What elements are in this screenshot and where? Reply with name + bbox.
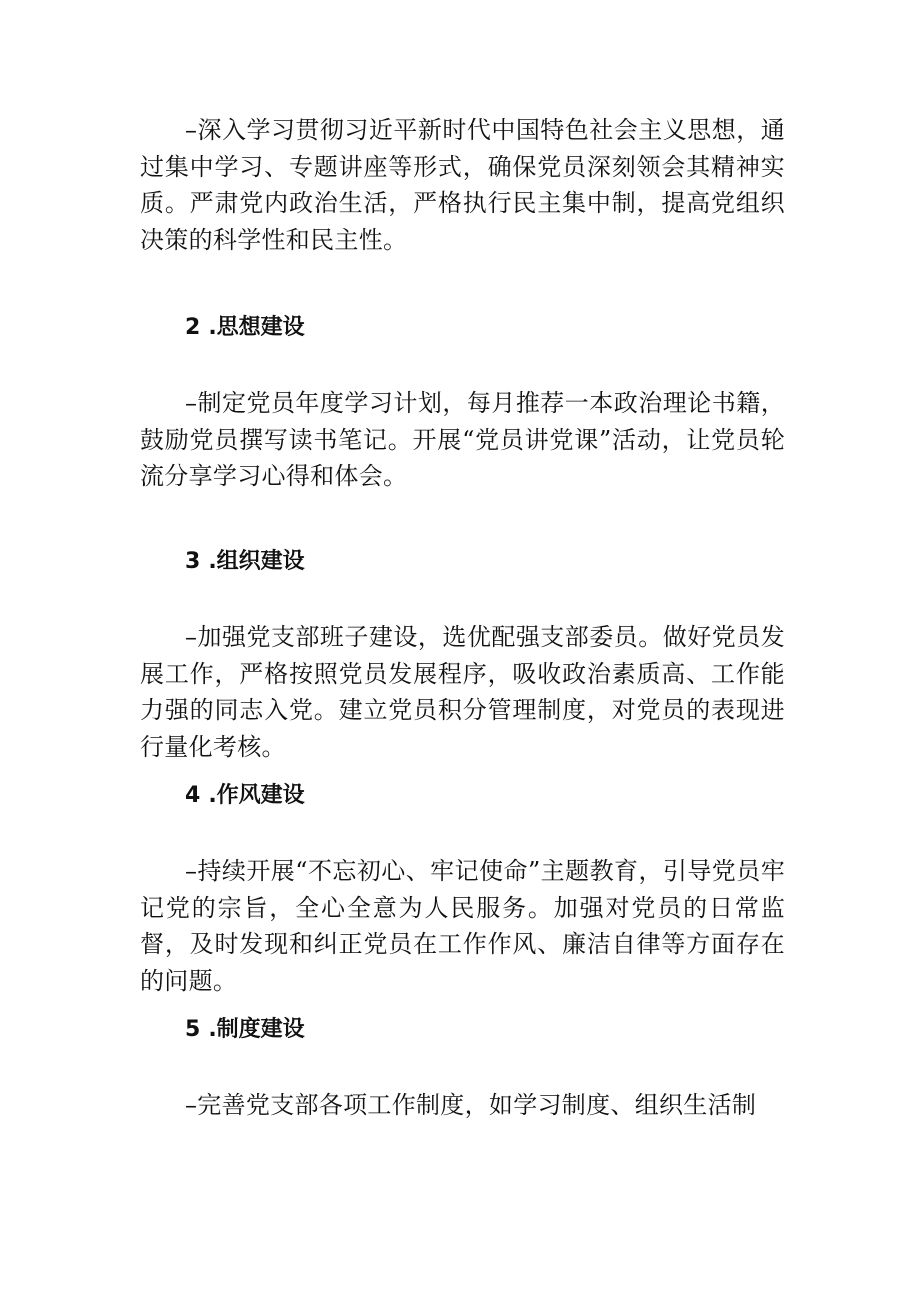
heading-number: 5 <box>185 1017 201 1042</box>
heading-title: .制度建设 <box>208 1017 305 1042</box>
heading-organization <box>185 547 305 577</box>
heading-ideology <box>185 313 305 343</box>
paragraph-ideology: –制定党员年度学习计划，每月推荐一本政治理论书籍，鼓励党员撰写读书笔记。开展“党员讲党课”活动，让党员轮流分享学习心得和体会。 <box>140 389 785 490</box>
heading-title: .思想建设 <box>208 315 305 340</box>
paragraph-work-style: –持续开展“不忘初心、牢记使命”主题教育，引导党员牢记党的宗旨，全心全意为人民服务。加强对党员的日常监督，及时发现和纠正党员在工作作风、廉洁自律等方面存在的问题。 <box>140 857 785 995</box>
paragraph-political: –深入学习贯彻习近平新时代中国特色社会主义思想，通过集中学习、专题讲座等形式，确保党员深刻领会其精神实质。严肃党内政治生活，严格执行民主集中制，提高党组织决策的科学性和民主性。 <box>140 116 785 254</box>
heading-title: .组织建设 <box>208 549 305 574</box>
heading-title: .作风建设 <box>208 783 305 808</box>
heading-system <box>185 1015 305 1045</box>
heading-number: 2 <box>185 315 201 340</box>
heading-work-style <box>185 781 305 811</box>
heading-number: 4 <box>185 783 201 808</box>
paragraph-system: –完善党支部各项工作制度，如学习制度、组织生活制 <box>185 1091 757 1119</box>
heading-number: 3 <box>185 549 201 574</box>
paragraph-organization: –加强党支部班子建设，选优配强支部委员。做好党员发展工作，严格按照党员发展程序，吸收政治素质高、工作能力强的同志入党。建立党员积分管理制度，对党员的表现进行量化考核。 <box>140 623 785 761</box>
